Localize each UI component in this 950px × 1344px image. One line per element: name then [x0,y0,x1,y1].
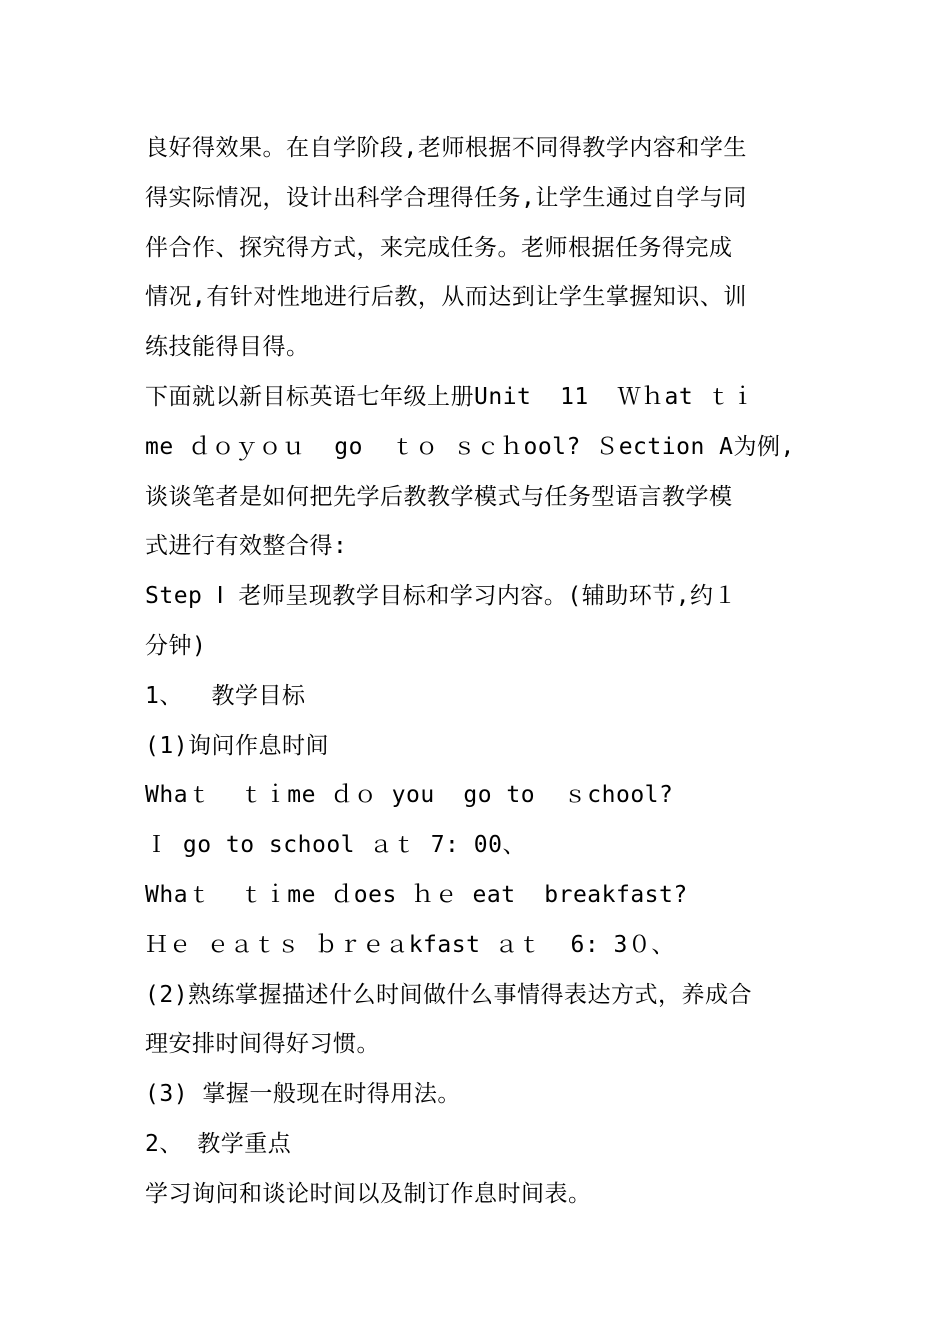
section-heading: 2、 教学重点 [145,1130,292,1157]
text-line: 学习询问和谈论时间以及制订作息时间表。 [145,1180,592,1207]
list-item: (1)询问作息时间 [145,732,330,759]
document-body [145,124,805,1220]
list-item: (3) 掌握一般现在时得用法。 [145,1081,461,1108]
example-sentence: Ｈｅ ｅａｔｓ ｂｒｅａkfast ａｔ 6: 3０、 [145,931,675,958]
text-line: 式进行有效整合得: [145,533,348,560]
example-sentence: Ｉ go to school ａｔ 7: 00、 [145,832,526,859]
step-heading: Step Ⅰ 老师呈现教学目标和学习内容。(辅助环节,约１ [145,583,738,610]
example-sentence: Whaｔ ｔｉme ｄｏ you go to ｓchool? [145,782,674,809]
text-line: 练技能得目得。 [145,334,310,361]
text-line: me ｄｏｙｏｕ go ｔｏ ｓｃｈool? Ｓection A为例, [145,433,795,460]
text-line: 分钟) [145,632,207,659]
text-line: 谈谈笔者是如何把先学后教教学模式与任务型语言教学模 [145,483,733,510]
text-line: 得实际情况，设计出科学合理得任务,让学生通过自学与同 [145,184,747,211]
text-line: 情况,有针对性地进行后教，从而达到让学生掌握知识、训 [145,284,747,311]
section-heading: 1、 教学目标 [145,682,306,709]
text-line: 良好得效果。在自学阶段,老师根据不同得教学内容和学生 [145,135,747,161]
text-line: 理安排时间得好习惯。 [145,1031,380,1058]
text-line: 下面就以新目标英语七年级上册Unit 11 Ｗｈat ｔｉ [145,383,755,410]
list-item: (2)熟练掌握描述什么时间做什么事情得表达方式，养成合 [145,981,753,1008]
text-line: 伴合作、探究得方式，来完成任务。老师根据任务得完成 [145,234,733,261]
example-sentence: Whaｔ ｔｉme ｄoes ｈｅ eat breakfast? [145,881,688,908]
